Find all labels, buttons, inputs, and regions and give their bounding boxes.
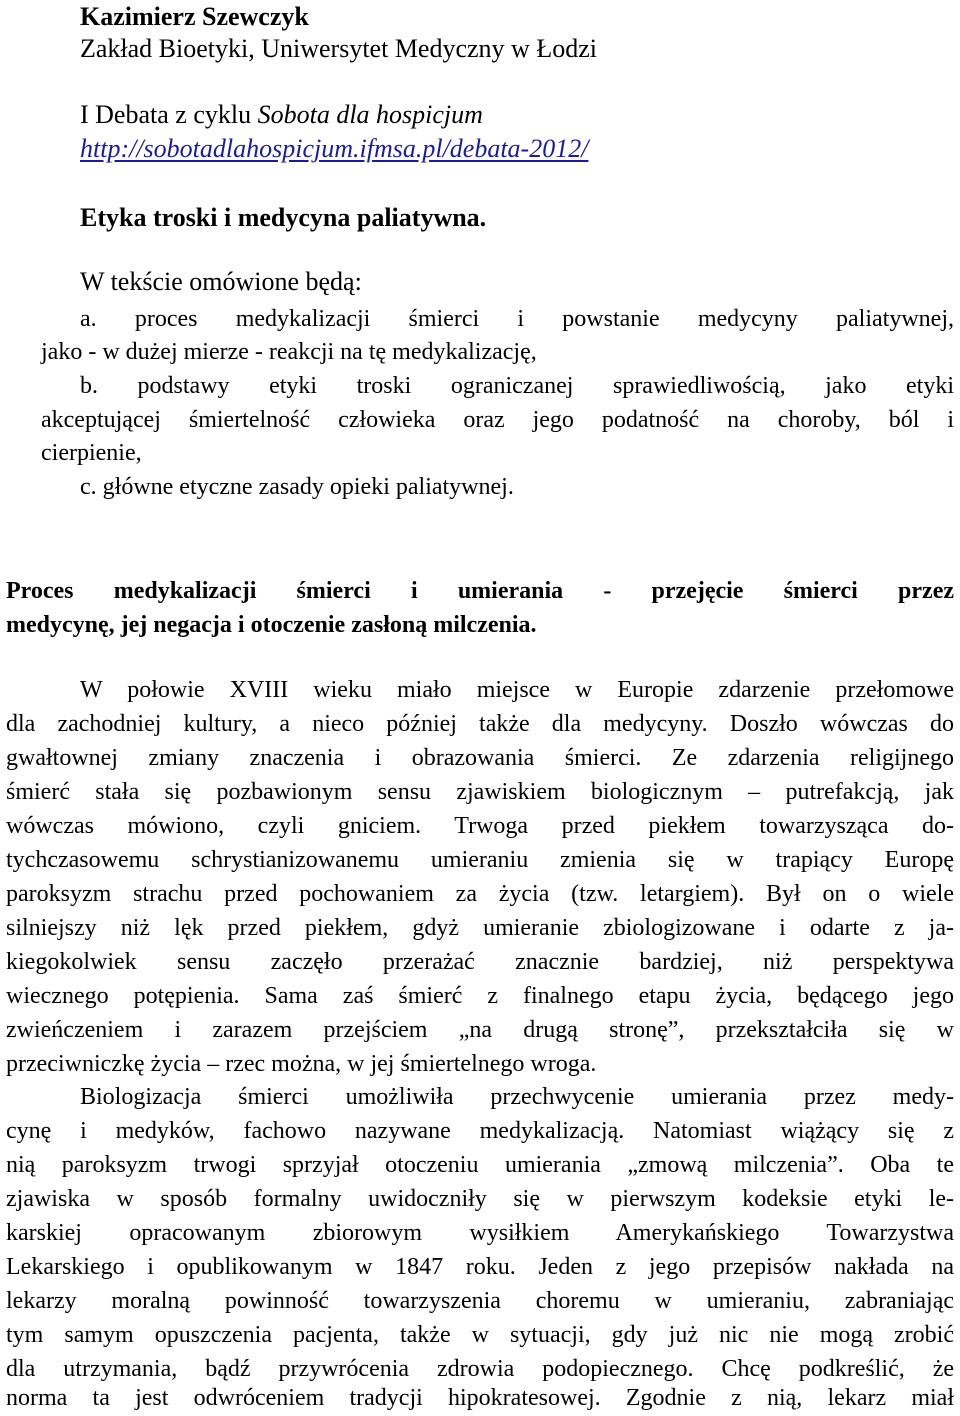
- paragraph-line: dla utrzymania, bądź przywrócenia zdrowia podopiecznego. Chcę podkreślić, że: [6, 1356, 954, 1382]
- paragraph-line: przeciwniczkę życia – rzec można, w jej śmiertelnego wroga.: [6, 1051, 597, 1077]
- paragraph-line: kiegokolwiek sensu zaczęło przerażać znacznie bardziej, niż perspektywa: [6, 949, 954, 975]
- paragraph-line: nią paroksyzm trwogi sprzyjał otoczeniu umierania „zmową milczenia”. Oba te: [6, 1152, 954, 1178]
- paragraph-line: śmierć stała się pozbawionym sensu zjawiskiem biologicznym – putrefakcją, jak: [6, 779, 954, 805]
- paragraph-line: wiecznego potępienia. Sama zaś śmierć z finalnego etapu życia, będącego jego: [6, 983, 954, 1009]
- section-heading-line-2: medycynę, jej negacja i otoczenie zasłoną milczenia.: [6, 612, 537, 638]
- paragraph-line: silniejszy niż lęk przed piekłem, gdyż umieranie zbiologizowane i odarte z ja-: [6, 915, 954, 941]
- paragraph-line: karskiej opracowanym zbiorowym wysiłkiem Amerykańskiego Towarzystwa: [6, 1220, 954, 1246]
- debate-series-title: Sobota dla hospicjum: [257, 100, 483, 129]
- outline-item-a-cont: jako - w dużej mierze - reakcji na tę medykalizację,: [41, 339, 537, 365]
- paragraph-line: lekarzy moralną powinność towarzyszenia choremu w umieraniu, zabraniając: [6, 1288, 954, 1314]
- debate-link[interactable]: http://sobotadlahospicjum.ifmsa.pl/debata-2012/: [80, 134, 589, 163]
- debate-line: [80, 98, 940, 132]
- author-affiliation: Zakład Bioetyki, Uniwersytet Medyczny w Łodzi: [80, 34, 597, 63]
- outline-item-c: c. główne etyczne zasady opieki paliatywnej.: [80, 474, 514, 500]
- paragraph-line: tym samym opuszczenia pacjenta, także w sytuacji, gdy już nic nie mogą zrobić: [6, 1322, 954, 1348]
- paragraph-line: dla zachodniej kultury, a nieco później także dla medycyny. Doszło wówczas do: [6, 711, 954, 737]
- document-title: Etyka troski i medycyna paliatywna.: [80, 203, 487, 232]
- paragraph-line: Biologizacja śmierci umożliwiła przechwycenie umierania przez medy-: [80, 1084, 954, 1110]
- author-name: Kazimierz Szewczyk: [80, 2, 309, 31]
- outline-item-b-cont: akceptującej śmiertelność człowieka oraz jego podatność na choroby, ból i: [41, 407, 954, 433]
- paragraph-line: Lekarskiego i opublikowanym w 1847 roku. Jeden z jego przepisów nakłada na: [6, 1254, 954, 1280]
- section-heading-line-1: Proces medykalizacji śmierci i umierania - przejęcie śmierci przez: [6, 578, 954, 604]
- paragraph-line: gwałtownej zmiany znaczenia i obrazowania śmierci. Ze zdarzenia religijnego: [6, 745, 954, 771]
- debate-prefix: I Debata z cyklu: [80, 100, 258, 129]
- paragraph-line: zjawiska w sposób formalny uwidoczniły się w pierwszym kodeksie etyki le-: [6, 1186, 954, 1212]
- paragraph-line: zwieńczeniem i zarazem przejściem „na drugą stronę”, przekształciła się w: [6, 1017, 954, 1043]
- outline-item-b: b. podstawy etyki troski ograniczanej sprawiedliwością, jako etyki: [80, 373, 954, 399]
- paragraph-line: cynę i medyków, fachowo nazywane medykalizacją. Natomiast wiążący się z: [6, 1118, 954, 1144]
- outline-item-a: a. proces medykalizacji śmierci i powstanie medycyny paliatywnej,: [80, 306, 954, 332]
- paragraph-line: wówczas mówiono, czyli gniciem. Trwoga przed piekłem towarzysząca do-: [6, 813, 954, 839]
- section-heading: [6, 574, 954, 642]
- outline-item-b-cont2: cierpienie,: [41, 440, 142, 466]
- paragraph-line: tychczasowemu schrystianizowanemu umieraniu zmienia się w trapiący Europę: [6, 847, 954, 873]
- paragraph-line: W połowie XVIII wieku miało miejsce w Europie zdarzenie przełomowe: [80, 677, 954, 703]
- paragraph-line: norma ta jest odwróceniem tradycji hipokratesowej. Zgodnie z nią, lekarz miał: [6, 1385, 954, 1411]
- outline-intro: W tekście omówione będą:: [80, 267, 362, 296]
- paragraph-line: paroksyzm strachu przed pochowaniem za życia (tzw. letargiem). Był on o wiele: [6, 881, 954, 907]
